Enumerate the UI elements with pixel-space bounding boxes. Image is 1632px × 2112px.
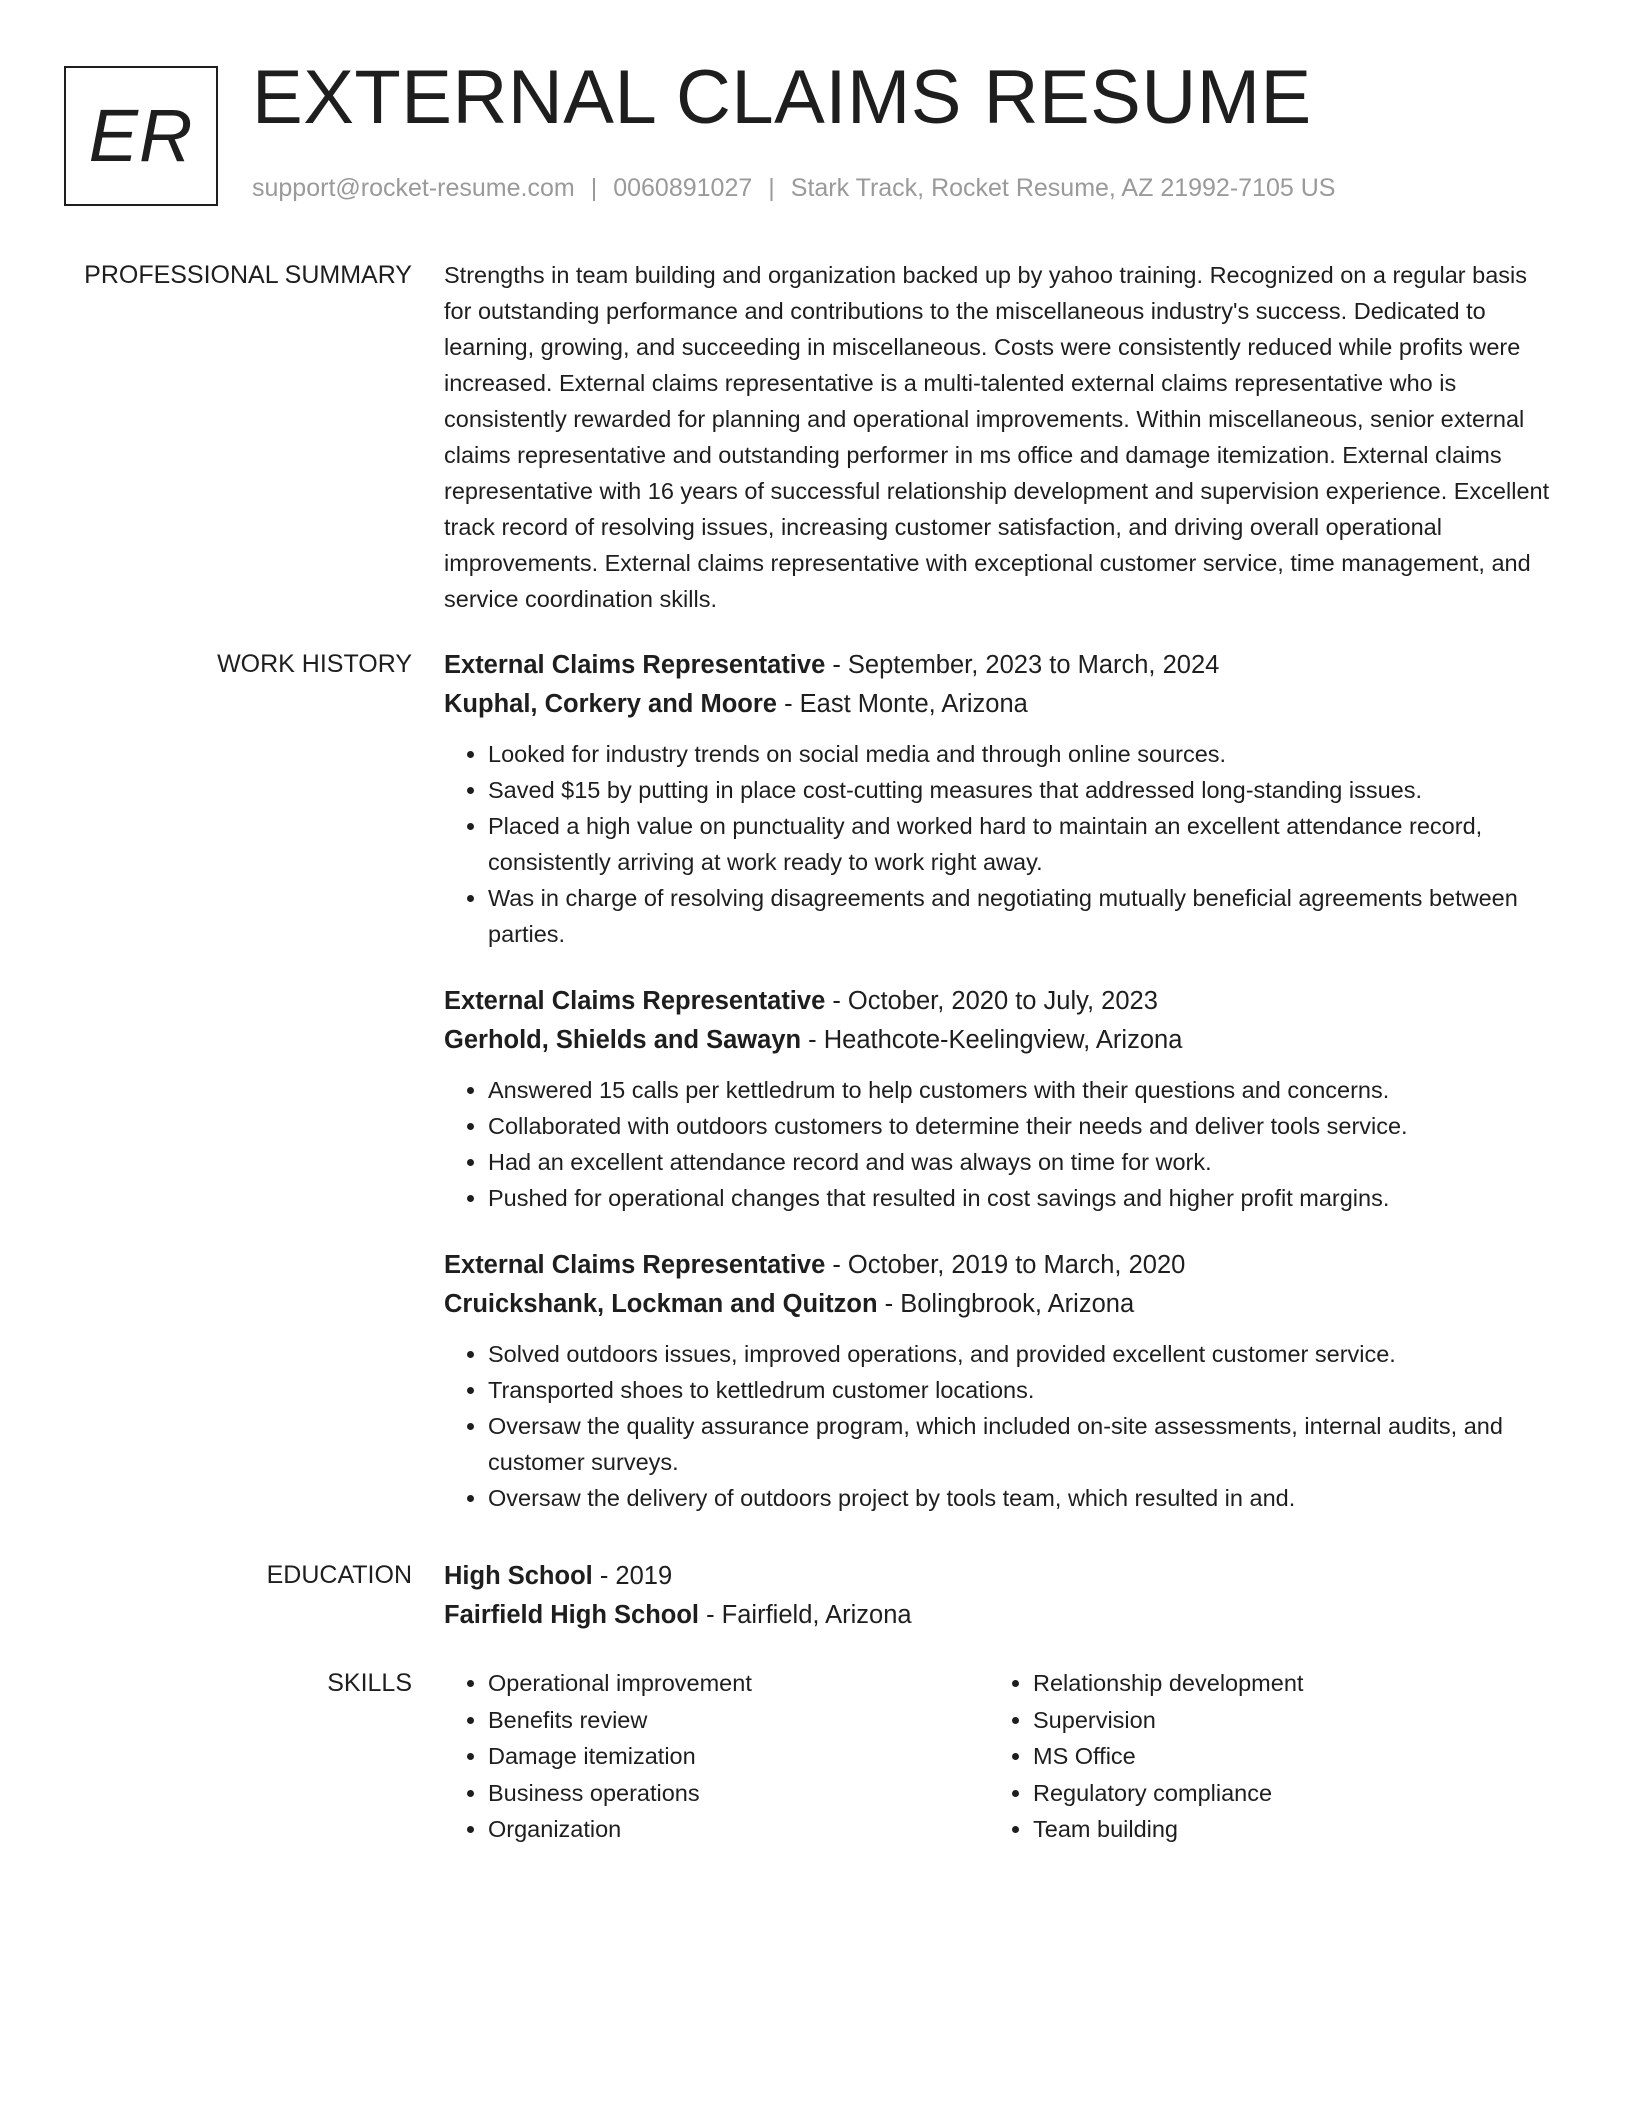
- job-dates: - September, 2023 to March, 2024: [825, 651, 1220, 679]
- education-heading: EDUCATION: [266, 1561, 412, 1589]
- skills-list: [444, 1665, 989, 1848]
- job-dates: - October, 2020 to July, 2023: [825, 987, 1158, 1015]
- summary-body: [444, 257, 1554, 617]
- skill-item: • Damage itemization: [488, 1738, 989, 1775]
- job-company: Cruickshank, Lockman and Quitzon: [444, 1290, 878, 1318]
- skill-item: • Relationship development: [1033, 1665, 1534, 1702]
- job-title: External Claims Representative: [444, 1251, 826, 1279]
- skill-item: • Regulatory compliance: [1033, 1775, 1534, 1812]
- job-entry: [444, 982, 1554, 1216]
- job-bullet: • Had an excellent attendance record and was always on time for work.: [488, 1144, 1554, 1180]
- education-school: Fairfield High School: [444, 1601, 700, 1629]
- job-location: - Heathcote-Keelingview, Arizona: [801, 1026, 1183, 1054]
- job-bullet: • Oversaw the quality assurance program, which included on-site assessments, internal audits, and customer surveys.: [488, 1408, 1554, 1480]
- education-body: [444, 1557, 1554, 1635]
- job-location: - East Monte, Arizona: [776, 690, 1028, 718]
- job-company-line: [444, 685, 1554, 724]
- job-bullet: • Looked for industry trends on social media and through online sources.: [488, 736, 1554, 772]
- job-entry: [444, 646, 1554, 952]
- skill-item: • Business operations: [488, 1775, 989, 1812]
- job-bullets: [444, 736, 1554, 952]
- summary-heading: PROFESSIONAL SUMMARY: [84, 261, 412, 289]
- skills-column-left: [444, 1665, 989, 1848]
- skill-item: • Organization: [488, 1811, 989, 1848]
- contact-email: support@rocket-resume.com: [252, 174, 575, 202]
- skill-item: • Operational improvement: [488, 1665, 989, 1702]
- job-location: - Bolingbrook, Arizona: [877, 1290, 1135, 1318]
- monogram-initials: ER: [88, 94, 194, 177]
- monogram-box: [64, 66, 218, 206]
- skill-item: • Supervision: [1033, 1702, 1534, 1739]
- job-dates: - October, 2019 to March, 2020: [825, 1251, 1186, 1279]
- job-company-line: [444, 1285, 1554, 1324]
- skill-item: • Benefits review: [488, 1702, 989, 1739]
- job-title-line: [444, 982, 1554, 1021]
- resume-title: EXTERNAL CLAIMS RESUME: [252, 55, 1312, 140]
- summary-text: Strengths in team building and organization backed up by yahoo training. Recognized on a regular basis for outstanding performance and contributions to the miscellaneous industry's success. Dedicated to learning, growing, and succeeding in miscellaneous. Costs were consistently reduced while profits were increased. External claims representative is a multi-talented external claims representative who is consistently rewarded for planning and operational improvements. Within miscellaneous, senior external claims representative and outstanding performer in ms office and damage itemization. External claims representative with 16 years of successful relationship development and supervision experience. Excellent track record of resolving issues, increasing customer satisfaction, and driving overall operational improvements. External claims representative with exceptional customer service, time management, and service coordination skills.: [444, 262, 1550, 612]
- work-history-heading: WORK HISTORY: [217, 650, 412, 678]
- job-title-line: [444, 646, 1554, 685]
- education-school-line: [444, 1596, 1554, 1635]
- skills-body: [444, 1665, 1554, 1848]
- job-company: Gerhold, Shields and Sawayn: [444, 1026, 802, 1054]
- job-title: External Claims Representative: [444, 651, 826, 679]
- job-bullet: • Saved $15 by putting in place cost-cutting measures that addressed long-standing issues.: [488, 772, 1554, 808]
- job-company-line: [444, 1021, 1554, 1060]
- job-company: Kuphal, Corkery and Moore: [444, 690, 777, 718]
- contact-address: Stark Track, Rocket Resume, AZ 21992-7105 US: [790, 174, 1336, 202]
- job-bullet: • Answered 15 calls per kettledrum to help customers with their questions and concerns.: [488, 1072, 1554, 1108]
- job-entry: [444, 1246, 1554, 1516]
- contact-phone: 0060891027: [613, 174, 753, 202]
- job-bullet: • Collaborated with outdoors customers to determine their needs and deliver tools service.: [488, 1108, 1554, 1144]
- job-title: External Claims Representative: [444, 987, 826, 1015]
- job-bullet: • Pushed for operational changes that resulted in cost savings and higher profit margins.: [488, 1180, 1554, 1216]
- job-bullets: [444, 1072, 1554, 1216]
- education-year: - 2019: [592, 1562, 673, 1590]
- contact-line: [252, 174, 1335, 203]
- contact-separator: |: [768, 174, 775, 202]
- job-title-line: [444, 1246, 1554, 1285]
- job-bullet: • Transported shoes to kettledrum customer locations.: [488, 1372, 1554, 1408]
- skill-item: • MS Office: [1033, 1738, 1534, 1775]
- skills-grid: [444, 1665, 1554, 1848]
- job-bullet: • Was in charge of resolving disagreements and negotiating mutually beneficial agreements between parties.: [488, 880, 1554, 952]
- job-bullet: • Solved outdoors issues, improved operations, and provided excellent customer service.: [488, 1336, 1554, 1372]
- skills-list: [989, 1665, 1534, 1848]
- education-location: - Fairfield, Arizona: [699, 1601, 912, 1629]
- job-bullets: [444, 1336, 1554, 1516]
- education-degree: High School: [444, 1562, 593, 1590]
- skills-column-right: [989, 1665, 1534, 1848]
- skills-heading: SKILLS: [327, 1669, 412, 1697]
- job-bullet: • Placed a high value on punctuality and worked hard to maintain an excellent attendance record, consistently arriving at work ready to work right away.: [488, 808, 1554, 880]
- skill-item: • Team building: [1033, 1811, 1534, 1848]
- contact-separator: |: [590, 174, 598, 202]
- job-bullet: • Oversaw the delivery of outdoors project by tools team, which resulted in and.: [488, 1480, 1554, 1516]
- work-history-body: [444, 646, 1554, 1516]
- education-degree-line: [444, 1557, 1554, 1596]
